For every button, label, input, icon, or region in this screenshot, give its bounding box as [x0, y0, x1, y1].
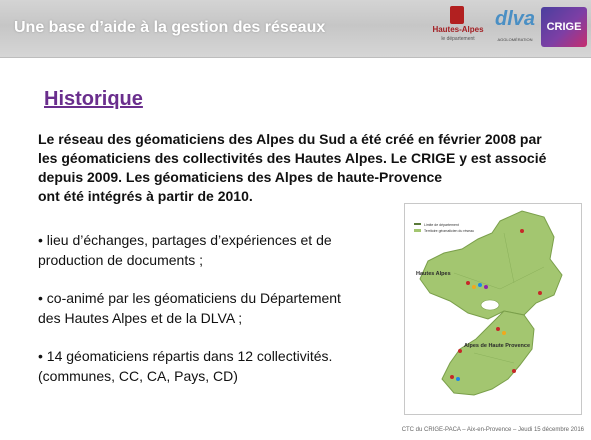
- crige-logo: [541, 7, 587, 47]
- region-label-hautes-alpes: Hautes Alpes: [416, 271, 451, 277]
- dlva-logo-name: dlva: [494, 8, 536, 30]
- dlva-logo: [494, 6, 536, 48]
- slide-heading: Historique: [44, 88, 143, 110]
- bullet-3-line-1: • 14 géomaticiens répartis dans 12 collectivités.: [38, 348, 333, 364]
- lake-icon: [481, 300, 499, 310]
- bullet-2-line-1: • co-animé par les géomaticiens du Département: [38, 290, 341, 306]
- geomaticien-marker: [484, 285, 488, 289]
- header-title: Une base d’aide à la gestion des réseaux: [14, 19, 326, 36]
- region-label-ahp: Alpes de Haute Provence: [464, 343, 531, 349]
- dlva-logo-sub: AGGLOMÉRATION: [497, 37, 533, 42]
- geomaticien-marker: [538, 291, 542, 295]
- legend-swatch-territory: [414, 229, 421, 232]
- hautes-alpes-logo: [428, 6, 488, 48]
- intro-line-1: Le réseau des géomaticiens des Alpes du Sud a été créé en février 2008 par: [38, 131, 542, 147]
- geomaticien-marker: [450, 375, 454, 379]
- crige-logo-name: CRIGE: [546, 21, 582, 33]
- geomaticien-marker: [456, 377, 460, 381]
- slide-footer: CTC du CRIGE-PACA – Aix-en-Provence – Jeudi 15 décembre 2016: [401, 427, 584, 433]
- geomaticien-marker: [466, 281, 470, 285]
- bullet-1-line-1: • lieu d’échanges, partages d’expériences et de: [38, 232, 332, 248]
- intro-line-2: les géomaticiens des collectivités des Hautes Alpes. Le CRIGE y est associé: [38, 150, 547, 166]
- geomaticien-marker: [502, 331, 506, 335]
- legend-swatch-border: [414, 223, 421, 225]
- bullet-3-line-2: (communes, CC, CA, Pays, CD): [38, 368, 238, 384]
- bullet-2-line-2: des Hautes Alpes et de la DLVA ;: [38, 310, 243, 326]
- hautes-alpes-logo-name: Hautes-Alpes: [432, 25, 484, 34]
- bullet-1-line-2: production de documents ;: [38, 252, 203, 268]
- hautes-alpes-logo-sub: le département: [441, 36, 475, 42]
- geomaticien-marker: [496, 327, 500, 331]
- legend-label-territory: Territoire géomaticien du réseau: [424, 229, 474, 233]
- geomaticien-marker: [472, 285, 476, 289]
- network-map: [404, 203, 582, 415]
- legend-label-border: Limite de département: [424, 223, 459, 227]
- header-bar: [0, 0, 591, 58]
- geomaticien-marker: [512, 369, 516, 373]
- geomaticien-marker: [520, 229, 524, 233]
- intro-line-4: ont été intégrés à partir de 2010.: [38, 188, 253, 204]
- geomaticien-marker: [478, 283, 482, 287]
- hautes-alpes-mark-icon: [450, 6, 464, 24]
- geomaticien-marker: [458, 349, 462, 353]
- intro-line-3: depuis 2009. Les géomaticiens des Alpes de haute-Provence: [38, 169, 443, 185]
